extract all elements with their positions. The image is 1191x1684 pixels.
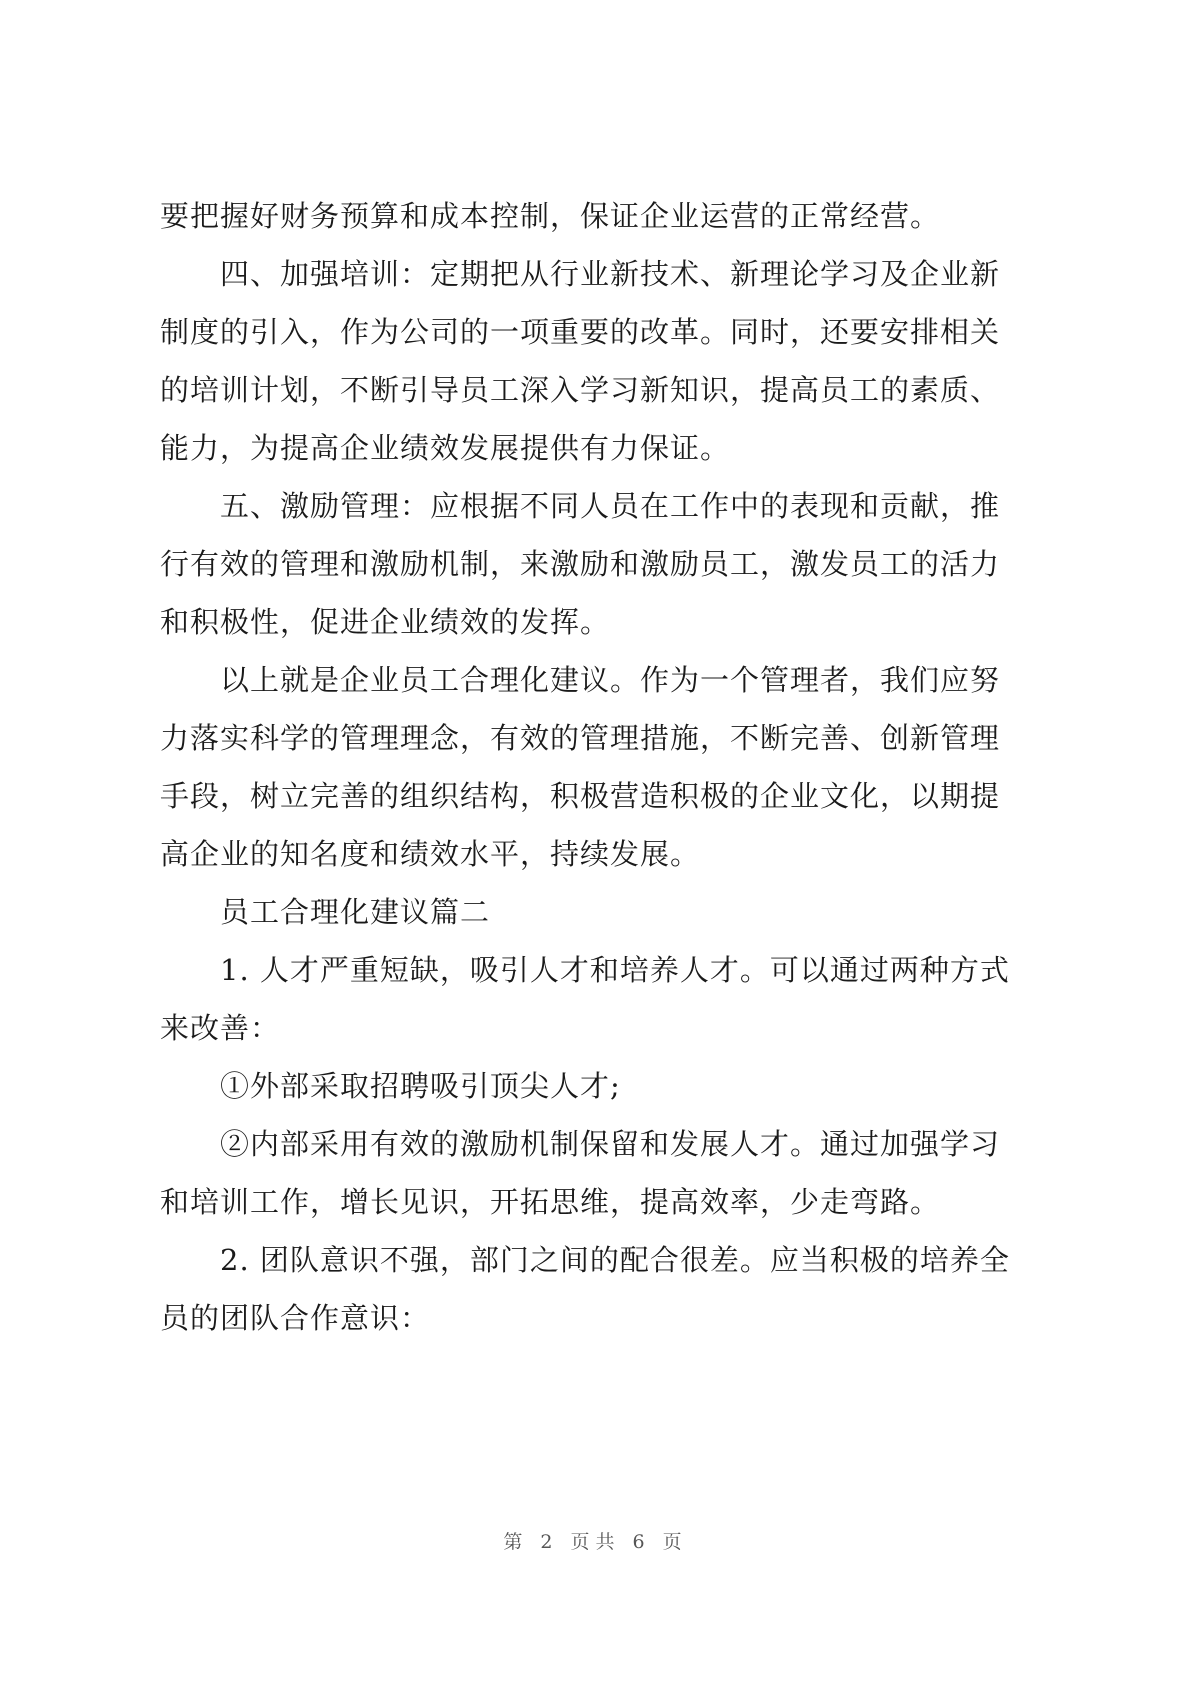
text-line: 能力，为提高企业绩效发展提供有力保证。 — [160, 431, 731, 465]
text-line: 五、激励管理：应根据不同人员在工作中的表现和贡献，推 — [220, 489, 1001, 523]
text-line: 制度的引入，作为公司的一项重要的改革。同时，还要安排相关 — [160, 315, 1001, 349]
text-line: 的培训计划，不断引导员工深入学习新知识，提高员工的素质、 — [160, 373, 1001, 407]
text-line: 手段，树立完善的组织结构，积极营造积极的企业文化，以期提 — [160, 779, 1001, 813]
page-footer: 第 2 页共 6 页 — [503, 1531, 688, 1553]
text-line: 来改善： — [160, 1011, 281, 1045]
text-line: 1. 人才严重短缺，吸引人才和培养人才。可以通过两种方式 — [220, 953, 1010, 987]
text-line: 以上就是企业员工合理化建议。作为一个管理者，我们应努 — [220, 663, 1001, 697]
text-line: 和积极性，促进企业绩效的发挥。 — [160, 605, 611, 639]
text-line: 行有效的管理和激励机制，来激励和激励员工，激发员工的活力 — [160, 547, 1001, 581]
section-heading: 员工合理化建议篇二 — [220, 895, 491, 929]
text-line: 高企业的知名度和绩效水平，持续发展。 — [160, 837, 701, 871]
text-line: ①外部采取招聘吸引顶尖人才; — [220, 1069, 621, 1103]
text-line: 四、加强培训：定期把从行业新技术、新理论学习及企业新 — [220, 257, 1001, 291]
text-line: ②内部采用有效的激励机制保留和发展人才。通过加强学习 — [220, 1127, 1001, 1161]
text-line: 员的团队合作意识： — [160, 1301, 431, 1335]
text-line: 要把握好财务预算和成本控制，保证企业运营的正常经营。 — [160, 199, 941, 233]
text-line: 和培训工作，增长见识，开拓思维，提高效率，少走弯路。 — [160, 1185, 941, 1219]
text-line: 2. 团队意识不强，部门之间的配合很差。应当积极的培养全 — [220, 1243, 1010, 1277]
text-line: 力落实科学的管理理念，有效的管理措施，不断完善、创新管理 — [160, 721, 1001, 755]
